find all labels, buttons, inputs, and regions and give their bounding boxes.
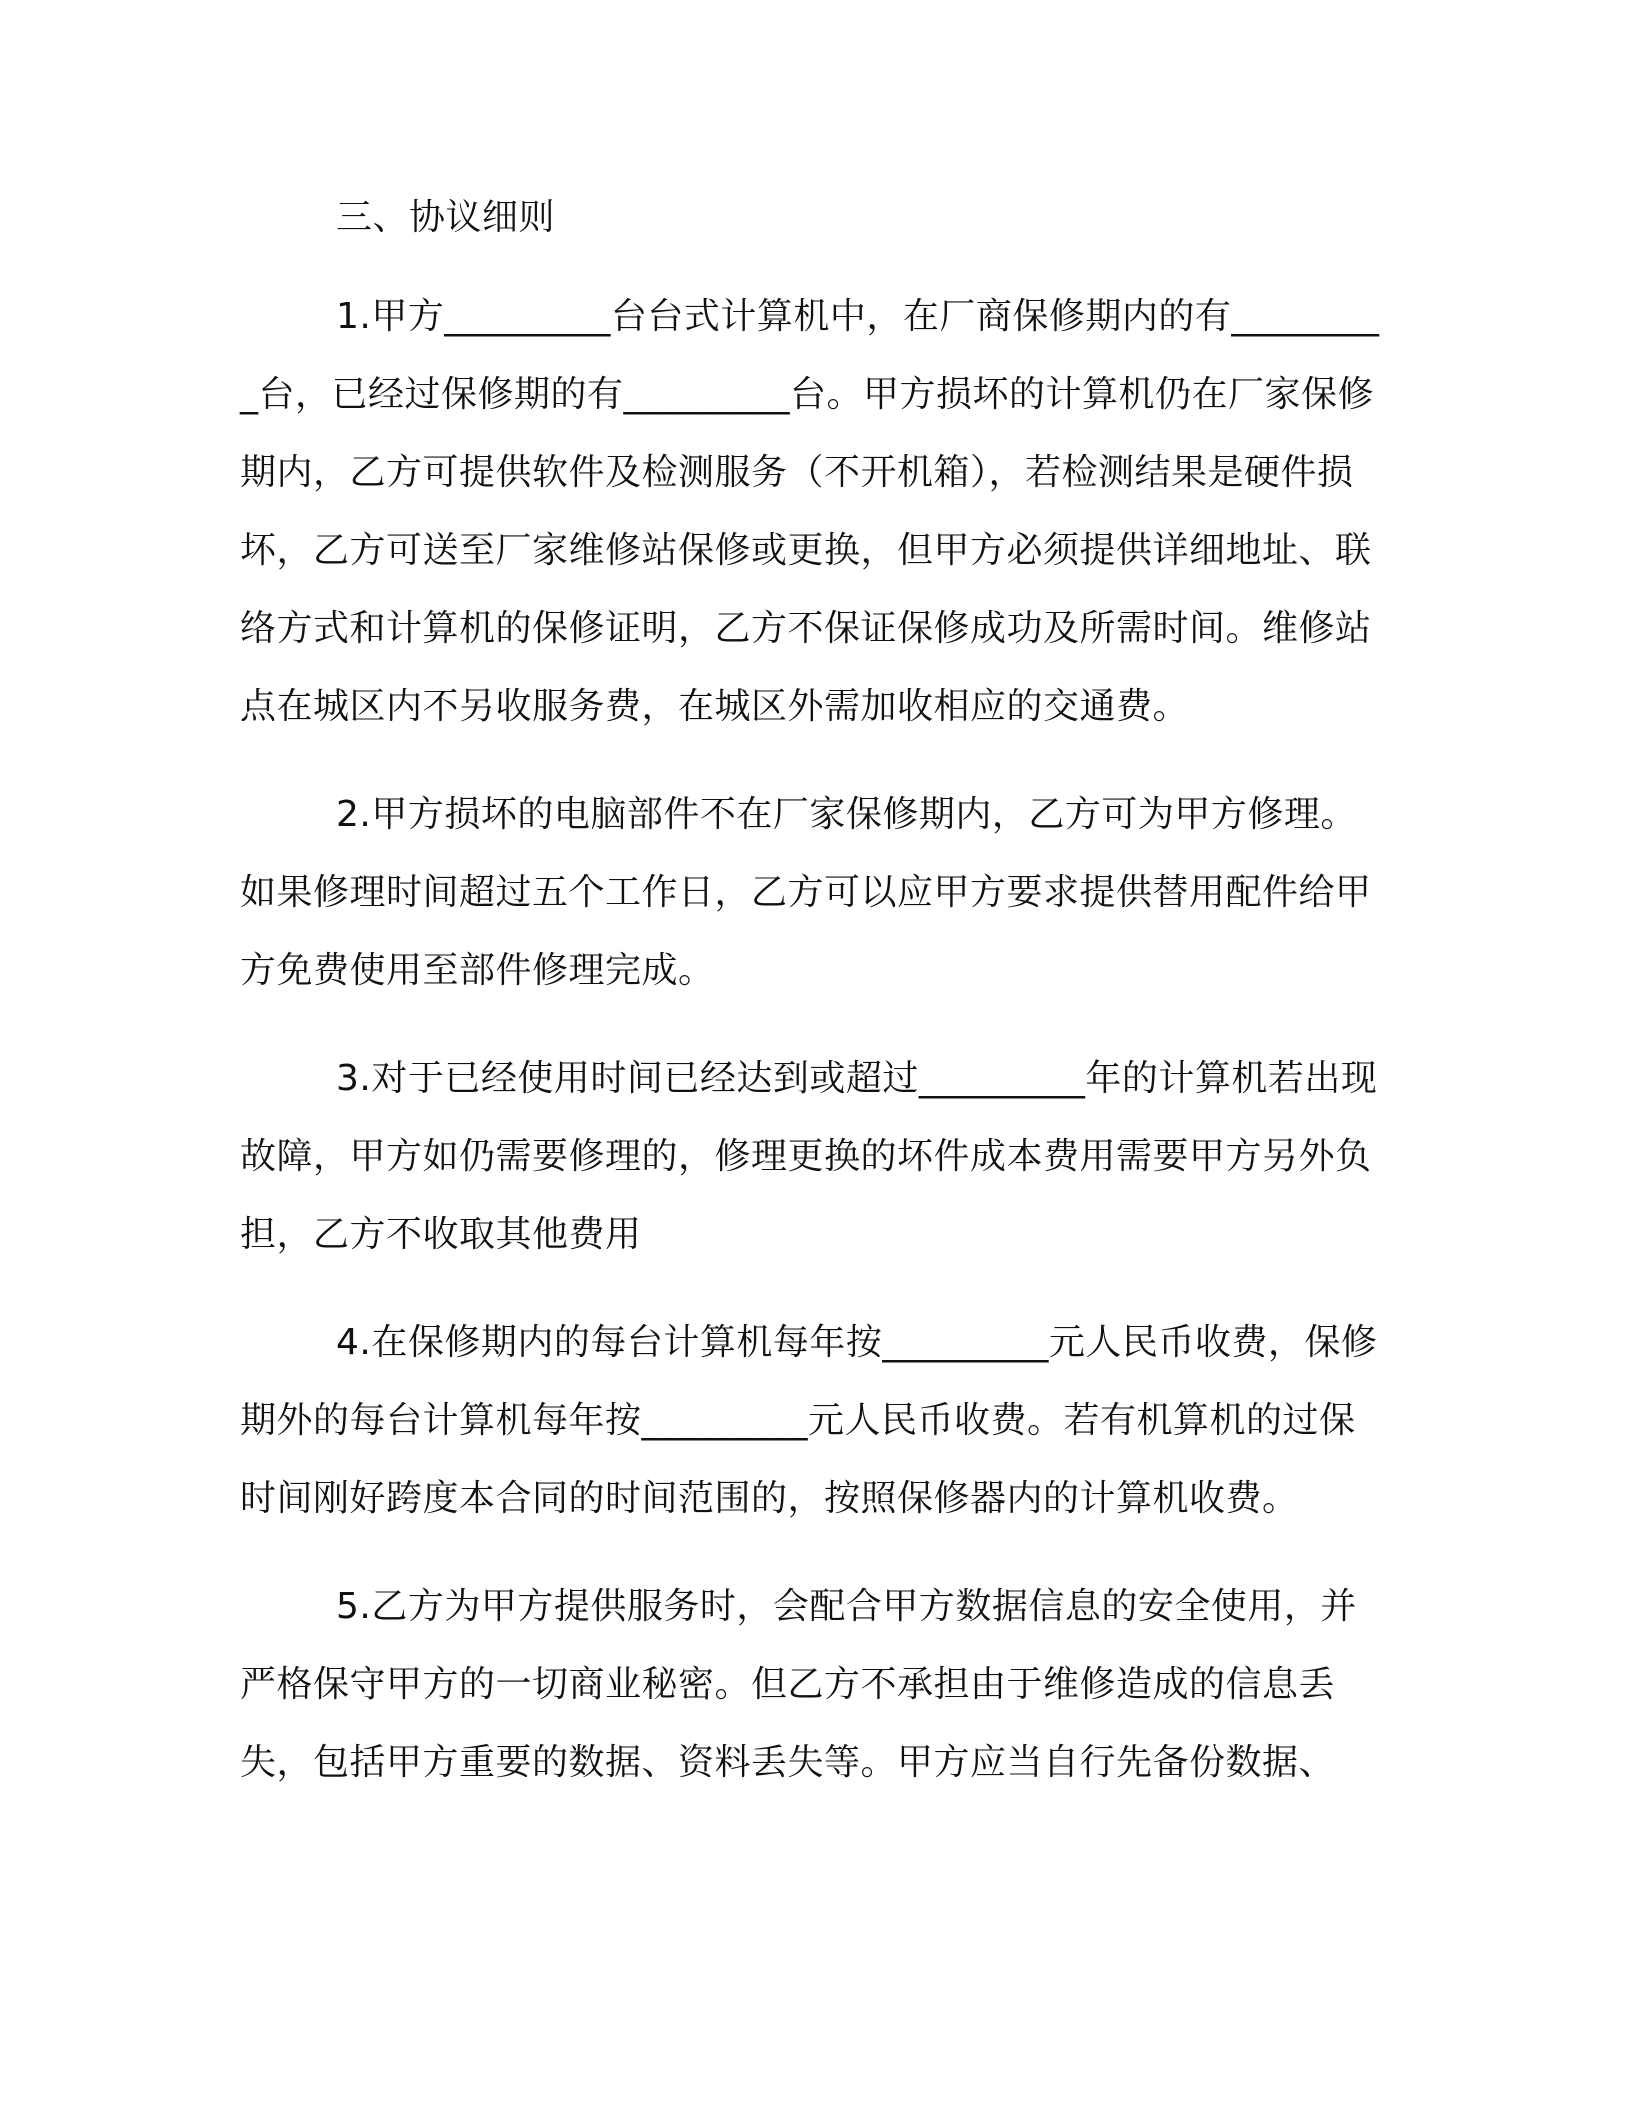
clause-2: 2.甲方损坏的电脑部件不在厂家保修期内，乙方可为甲方修理。如果修理时间超过五个工作日，乙方可以应甲方要求提供替用配件给甲方免费使用至部件修理完成。 [240,794,1372,991]
clause-1: 1.甲方_________台台式计算机中，在厂商保修期内的有_________台，已经过保修期的有_________台。甲方损坏的计算机仍在厂家保修期内，乙方可提供软件及检测服务（不开机箱），若检测结果是硬件损坏，乙方可送至厂家维修站保修或更换，但甲方必须提供详细地址、联络方式和计算机的保修证明，乙方不保证保修成功及所需时间。维修站点在城区内不另收服务费，在城区外需加收相应的交通费。 [240,296,1380,727]
section-title: 三、协议细则 [336,197,556,238]
clause-5: 5.乙方为甲方提供服务时，会配合甲方数据信息的安全使用，并严格保守甲方的一切商业秘密。但乙方不承担由于维修造成的信息丢失，包括甲方重要的数据、资料丢失等。甲方应当自行先备份数据、 [240,1586,1357,1783]
clause-4: 4.在保修期内的每台计算机每年按_________元人民币收费，保修期外的每台计算机每年按_________元人民币收费。若有机算机的过保时间刚好跨度本合同的时间范围的，按照保修器内的计算机收费。 [240,1322,1378,1519]
document-body [240,188,1390,1832]
clause-3: 3.对于已经使用时间已经达到或超过_________年的计算机若出现故障，甲方如仍需要修理的，修理更换的坏件成本费用需要甲方另外负担，乙方不收取其他费用 [240,1058,1378,1255]
